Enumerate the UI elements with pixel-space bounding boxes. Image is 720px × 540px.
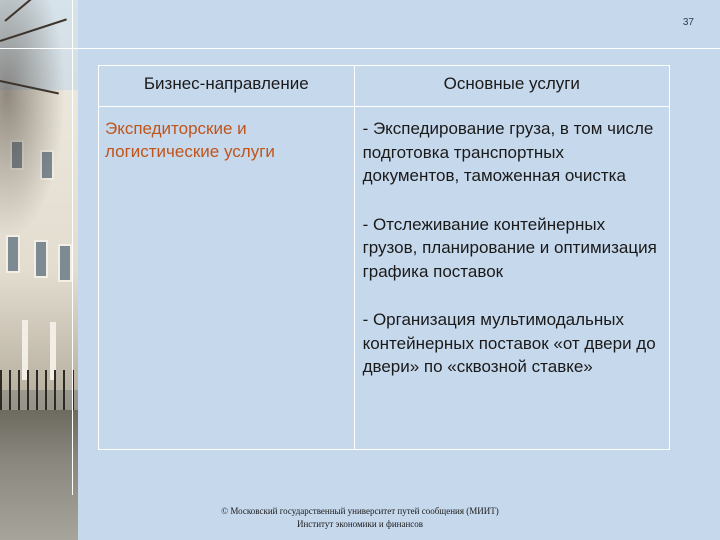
footer xyxy=(0,505,720,531)
table-row xyxy=(99,107,670,450)
side-rule xyxy=(72,0,73,495)
service-item: - Организация мультимодальных контейнерных поставок «от двери до двери» по «сквозной ставке» xyxy=(362,310,656,376)
footer-university: © Московский государственный университет путей сообщения (МИИТ) xyxy=(221,506,499,516)
building-photo xyxy=(0,0,78,540)
services-cell xyxy=(354,107,669,450)
table-header-row xyxy=(99,66,670,107)
footer-institute: Институт экономики и финансов xyxy=(296,519,424,529)
business-direction-cell: Экспедиторские и логистические услуги xyxy=(99,107,355,450)
service-item: - Отслеживание контейнерных грузов, планирование и оптимизация графика поставок xyxy=(362,214,657,281)
fence xyxy=(0,370,78,410)
services-table xyxy=(98,65,670,450)
page-number: 37 xyxy=(682,17,694,28)
header-main-services: Основные услуги xyxy=(354,66,669,107)
header-rule xyxy=(0,48,720,49)
header-business-direction: Бизнес-направление xyxy=(99,66,355,107)
service-item: - Экспедирование груза, в том числе подготовка транспортных документов, таможенная очистка xyxy=(362,119,654,185)
